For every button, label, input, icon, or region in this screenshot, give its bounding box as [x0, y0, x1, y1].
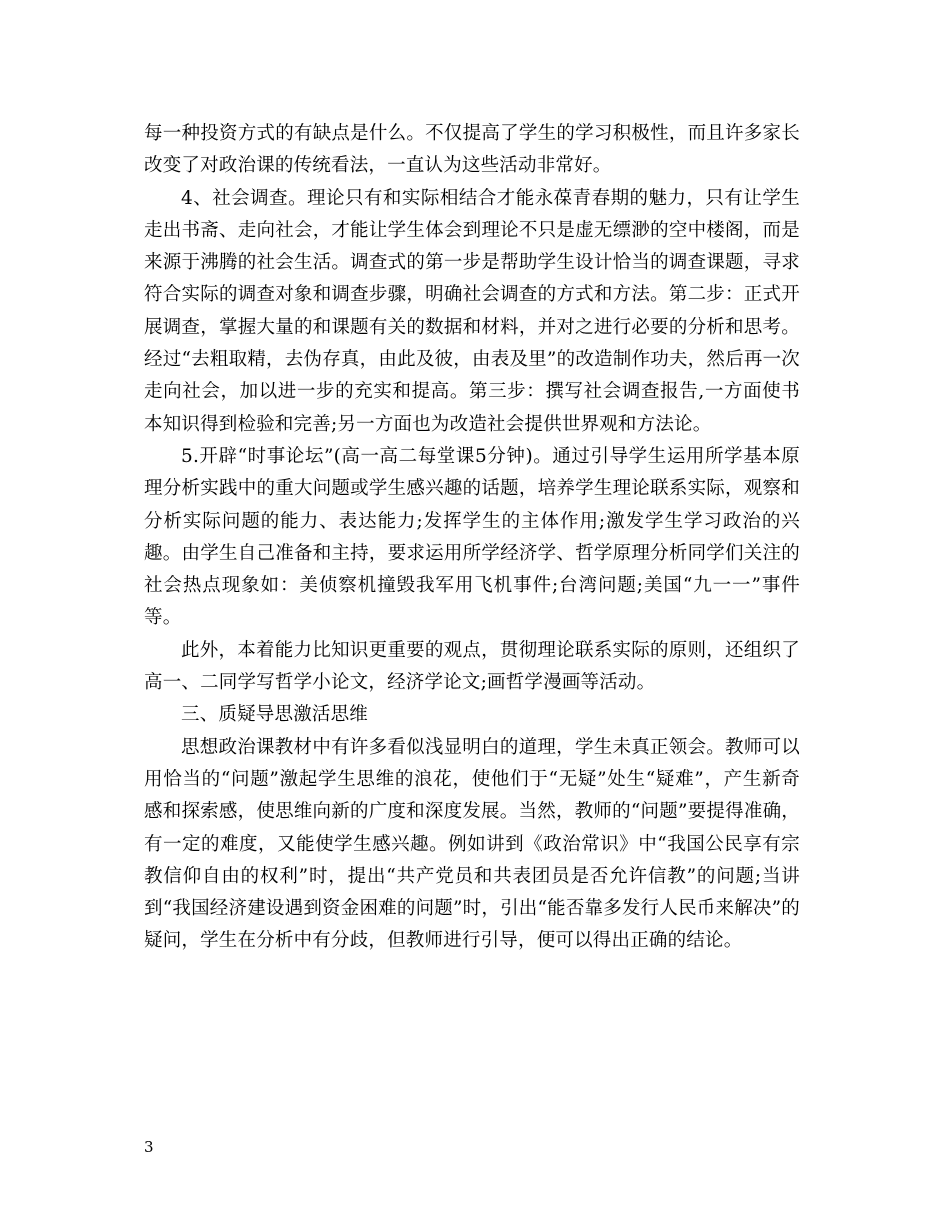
page-number: 3 — [144, 1138, 154, 1156]
document-body — [144, 118, 800, 958]
paragraph-3: 5.开辟“时事论坛”(高一高二每堂课5分钟)。通过引导学生运用所学基本原理分析实践中的重大问题或学生感兴趣的话题，培养学生理论联系实际，观察和分析实际问题的能力、表达能力;发挥学生的主体作用;激发学生学习政治的兴趣。由学生自己准备和主持，要求运用所学经济学、哲学原理分析同学们关注的社会热点现象如：美侦察机撞毁我军用飞机事件;台湾问题;美国“九一一”事件等。 — [144, 445, 800, 629]
paragraph-4: 此外，本着能力比知识更重要的观点，贯彻理论联系实际的原则，还组织了高一、二同学写哲学小论文，经济学论文;画哲学漫画等活动。 — [144, 639, 800, 694]
section-heading: 三、质疑导思激活思维 — [181, 704, 369, 726]
paragraph-2: 4、社会调查。理论只有和实际相结合才能永葆青春期的魅力，只有让学生走出书斋、走向社会，才能让学生体会到理论不只是虚无缥渺的空中楼阁，而是来源于沸腾的社会生活。调查式的第一步是帮助学生设计恰当的调查课题，寻求符合实际的调查对象和调查步骤，明确社会调查的方式和方法。第二步：正式开展调查，掌握大量的和课题有关的数据和材料，并对之进行必要的分析和思考。经过“去粗取精，去伪存真，由此及彼，由表及里”的改造制作功夫，然后再一次走向社会，加以进一步的充实和提高。第三步：撰写社会调查报告,一方面使书本知识得到检验和完善;另一方面也为改造社会提供世界观和方法论。 — [144, 187, 800, 435]
paragraph-6: 思想政治课教材中有许多看似浅显明白的道理，学生未真正领会。教师可以用恰当的“问题”激起学生思维的浪花，使他们于“无疑”处生“疑难”，产生新奇感和探索感，使思维向新的广度和深度发展。当然，教师的“问题”要提得准确，有一定的难度，又能使学生感兴趣。例如讲到《政治常识》中“我国公民享有宗教信仰自由的权利”时，提出“共产党员和共表团员是否允许信教”的问题;当讲到“我国经济建设遇到资金困难的问题”时，引出“能否靠多发行人民币来解决”的疑问，学生在分析中有分歧，但教师进行引导，便可以得出正确的结论。 — [144, 736, 800, 952]
paragraph-1: 每一种投资方式的有缺点是什么。不仅提高了学生的学习积极性，而且许多家长改变了对政治课的传统看法，一直认为这些活动非常好。 — [144, 123, 800, 177]
